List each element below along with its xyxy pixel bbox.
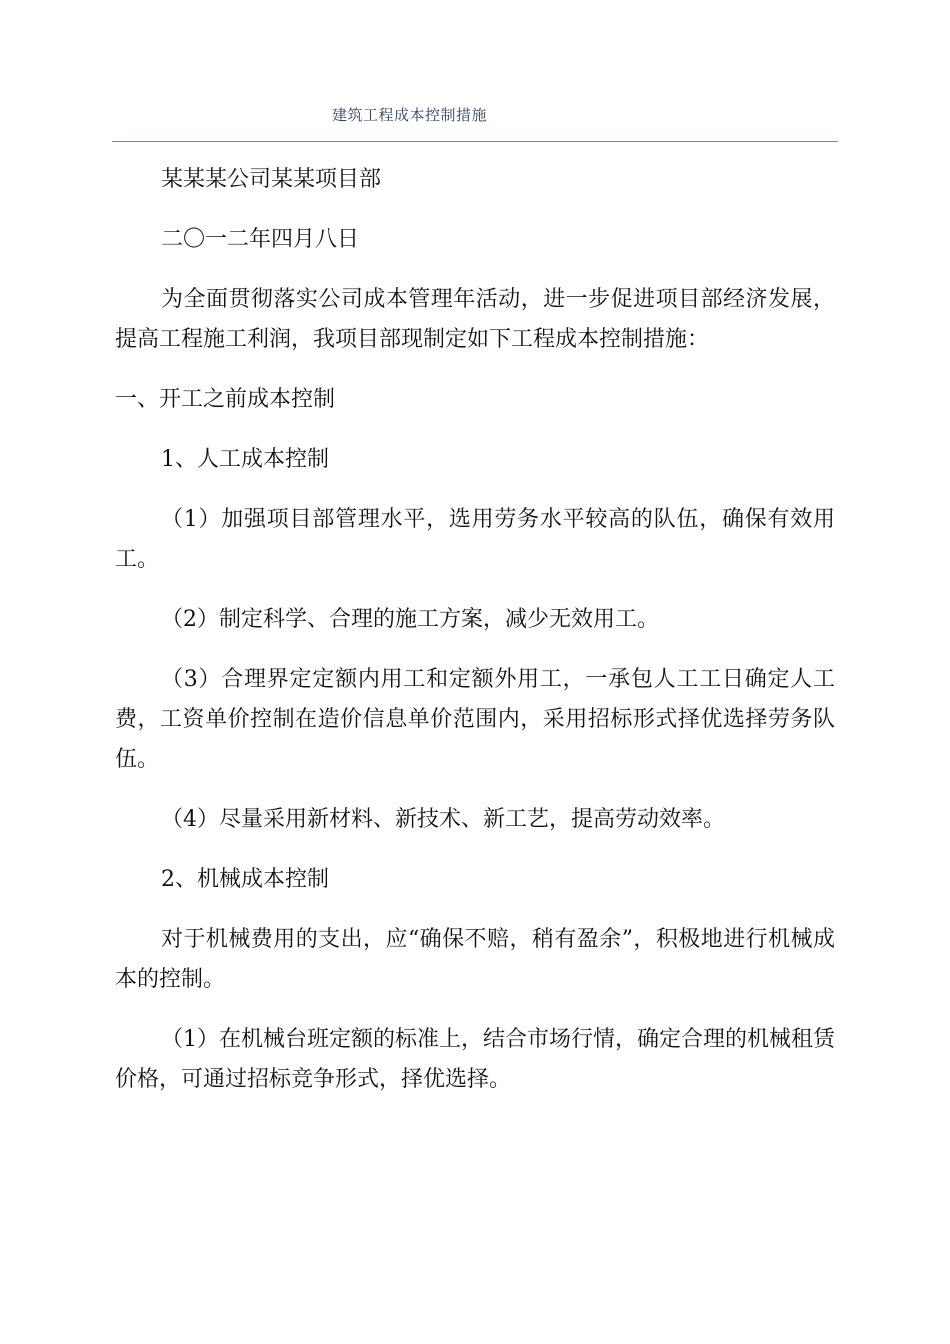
document-body bbox=[115, 160, 835, 1120]
labor-item-3: （3）合理界定定额内用工和定额外用工，一承包人工工日确定人工费，工资单价控制在造价信息单价范围内，采用招标形式择优选择劳务队伍。 bbox=[115, 667, 835, 772]
intro-paragraph: 为全面贯彻落实公司成本管理年活动，进一步促进项目部经济发展，提高工程施工利润，我项目部现制定如下工程成本控制措施： bbox=[115, 287, 835, 352]
machinery-item-1: （1）在机械台班定额的标准上，结合市场行情，确定合理的机械租赁价格，可通过招标竞争形式，择优选择。 bbox=[115, 1027, 835, 1092]
subsection-heading-machinery: 2、机械成本控制 bbox=[161, 867, 329, 892]
running-header: 建筑工程成本控制措施 bbox=[332, 106, 488, 124]
company-department: 某某某公司某某项目部 bbox=[161, 167, 382, 192]
subsection-heading-labor: 1、人工成本控制 bbox=[161, 447, 329, 472]
document-date: 二〇一二年四月八日 bbox=[161, 227, 360, 252]
header-divider bbox=[112, 141, 838, 142]
section-heading-1: 一、开工之前成本控制 bbox=[115, 387, 336, 412]
labor-item-2: （2）制定科学、合理的施工方案，减少无效用工。 bbox=[161, 607, 659, 632]
labor-item-4: （4）尽量采用新材料、新技术、新工艺，提高劳动效率。 bbox=[161, 807, 725, 832]
machinery-intro: 对于机械费用的支出，应“确保不赔，稍有盈余”，积极地进行机械成本的控制。 bbox=[115, 927, 835, 992]
labor-item-1: （1）加强项目部管理水平，选用劳务水平较高的队伍，确保有效用工。 bbox=[115, 507, 835, 572]
